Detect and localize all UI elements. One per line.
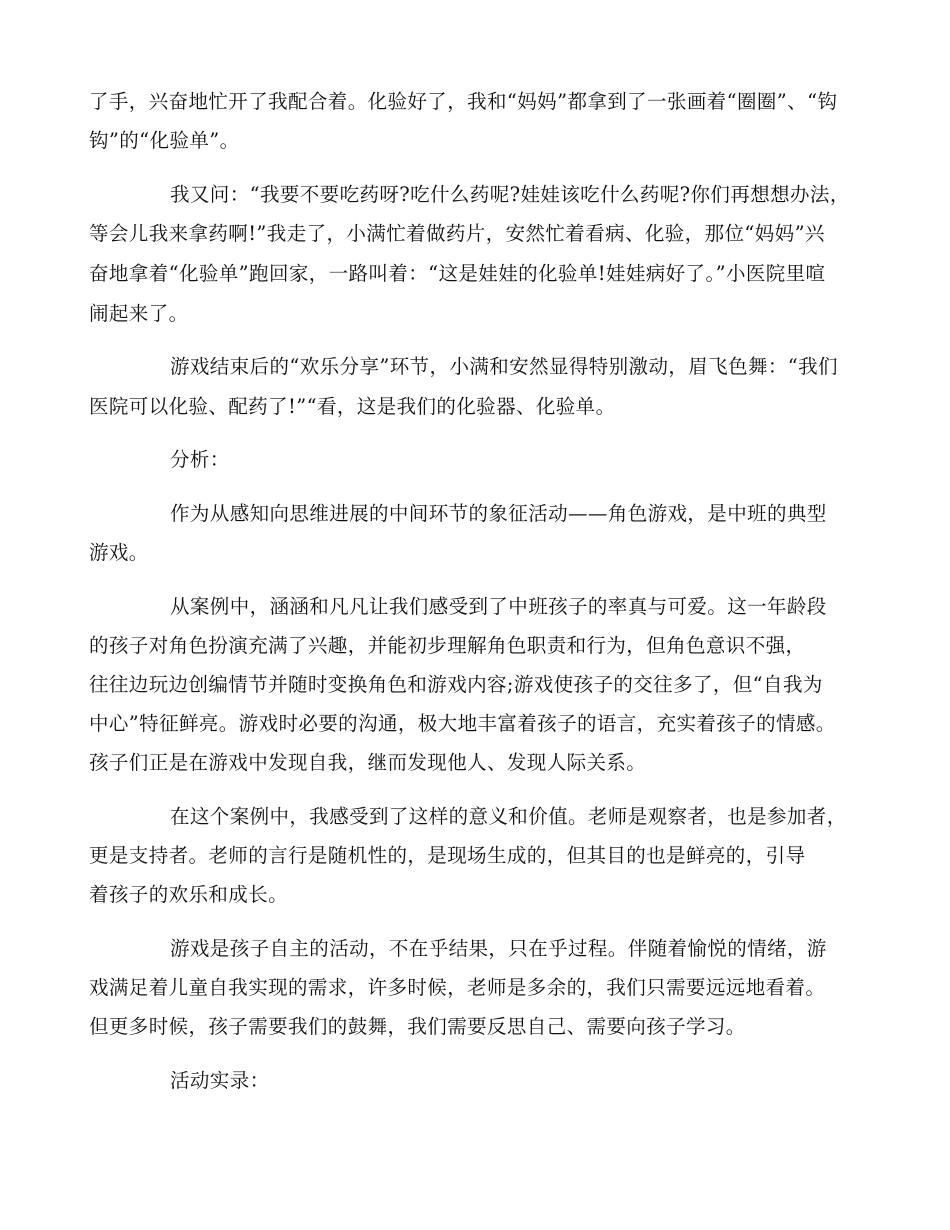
text-line-7: 游戏结束后的“欢乐分享”环节，小满和安然显得特别激动，眉飞色舞：“我们 <box>170 355 838 378</box>
text-line-14: 往往边玩边创编情节并随时变换角色和游戏内容;游戏使孩子的交往多了，但“自我为 <box>89 673 823 696</box>
text-line-17: 在这个案例中，我感受到了这样的意义和价值。老师是观察者，也是参加者， <box>170 805 847 828</box>
text-line-22: 但更多时候，孩子需要我们的鼓舞，我们需要反思自己、需要向孩子学习。 <box>89 1015 746 1038</box>
text-line-5: 奋地拿着“化验单”跑回家，一路叫着：“这是娃娃的化验单!娃娃病好了。”小医院里喧 <box>89 262 826 285</box>
text-line-15: 中心”特征鲜亮。游戏时必要的沟通，极大地丰富着孩子的语言，充实着孩子的情感。 <box>89 712 836 735</box>
text-line-4: 等会儿我来拿药啊!”我走了，小满忙着做药片，安然忙着看病、化验，那位“妈妈”兴 <box>89 222 825 245</box>
text-line-21: 戏满足着儿童自我实现的需求，许多时候，老师是多余的，我们只需要远远地看着。 <box>89 976 826 999</box>
text-line-6: 闹起来了。 <box>89 302 189 325</box>
text-line-12: 从案例中，涵涵和凡凡让我们感受到了中班孩子的率真与可爱。这一年龄段 <box>170 595 827 618</box>
text-line-23: 活动实录： <box>170 1069 270 1092</box>
text-line-2: 钩”的“化验单”。 <box>89 129 240 152</box>
text-line-13: 的孩子对角色扮演充满了兴趣，并能初步理解角色职责和行为，但角色意识不强， <box>89 634 806 657</box>
text-line-18: 更是支持者。老师的言行是随机性的，是现场生成的，但其目的也是鲜亮的，引导 <box>89 844 806 867</box>
text-line-9: 分析： <box>170 448 230 471</box>
text-line-8: 医院可以化验、配药了!”“看，这是我们的化验器、化验单。 <box>89 395 616 418</box>
text-line-16: 孩子们正是在游戏中发现自我，继而发现他人、发现人际关系。 <box>89 751 647 774</box>
text-line-10: 作为从感知向思维进展的中间环节的象征活动——角色游戏，是中班的典型 <box>170 502 827 525</box>
text-line-20: 游戏是孩子自主的活动，不在乎结果，只在乎过程。伴随着愉悦的情绪，游 <box>170 937 827 960</box>
text-line-19: 着孩子的欢乐和成长。 <box>89 883 289 906</box>
text-line-11: 游戏。 <box>89 541 149 564</box>
text-line-3: 我又问：“我要不要吃药呀?吃什么药呢?娃娃该吃什么药呢?你们再想想办法， <box>170 183 850 206</box>
text-line-1: 了手，兴奋地忙开了我配合着。化验好了，我和“妈妈”都拿到了一张画着“圈圈”、“钩 <box>89 90 838 113</box>
